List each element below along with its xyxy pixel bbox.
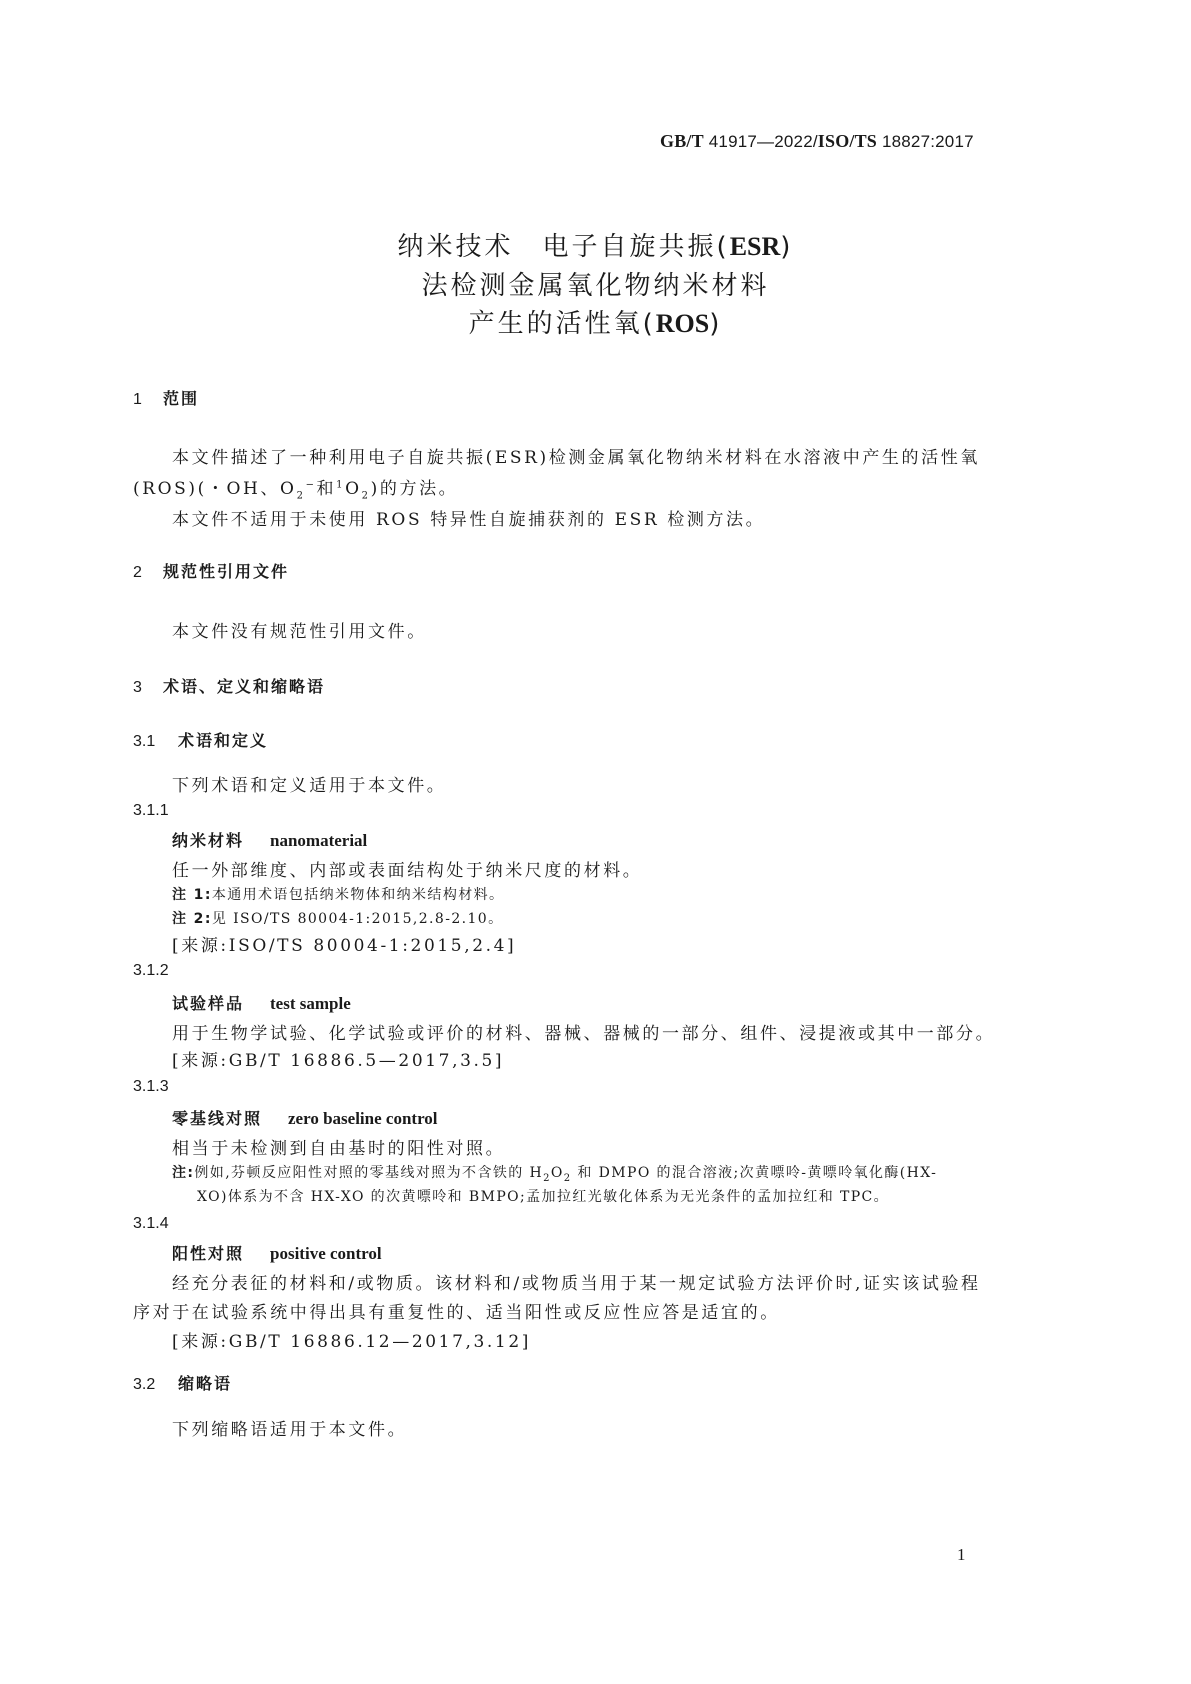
section-2-para-1: 本文件没有规范性引用文件。 [172,622,427,642]
term-3-1-3-number: 3.1.3 [133,1078,169,1095]
term-3-1-3-note-line-1: 注:例如,芬顿反应阳性对照的零基线对照为不含铁的 $H_2O_2$ 和 DMPO 的混合溶液;次黄嘌呤-黄嘌呤氧化酶(HX- [172,1165,938,1184]
std-iso: ISO/TS [817,131,878,151]
document-title-line-2: 法检测金属氧化物纳米材料 [421,271,770,301]
std-prefix: GB/T [660,131,704,151]
term-3-1-1-source: [来源:ISO/TS 80004-1:2015,2.4] [172,936,517,956]
term-3-1-4-definition-line-2: 序对于在试验系统中得出具有重复性的、适当阳性或反应性应答是适宜的。 [133,1303,780,1323]
term-3-1-1-number: 3.1.1 [133,802,169,819]
term-3-1-1-heading: 纳米材料 nanomaterial [172,831,368,850]
document-title-line-3: 产生的活性氧(ROS) [468,309,723,339]
term-3-1-3-heading: 零基线对照 zero baseline control [172,1109,438,1128]
term-3-1-1-note-2: 注 2:见 ISO/TS 80004-1:2015,2.8-2.10。 [172,911,504,927]
std-number: 41917—2022/ [708,132,818,151]
page-number: 1 [957,1545,966,1564]
section-3-2-intro: 下列缩略语适用于本文件。 [172,1420,408,1440]
section-1-para-1-line-2: (ROS)(・OH、$O_2^-$和$^1O_2$)的方法。 [133,479,459,502]
term-3-1-4-number: 3.1.4 [133,1215,169,1232]
term-3-1-2-number: 3.1.2 [133,962,169,979]
section-1-para-1-line-1: 本文件描述了一种利用电子自旋共振(ESR)检测金属氧化物纳米材料在水溶液中产生的活性氧 [172,448,980,468]
term-3-1-4-source: [来源:GB/T 16886.12—2017,3.12] [172,1332,531,1352]
section-3-heading: 3 术语、定义和缩略语 [133,677,326,696]
term-3-1-1-note-1: 注 1:本通用术语包括纳米物体和纳米结构材料。 [172,887,505,903]
term-3-1-2-heading: 试验样品 test sample [172,994,351,1013]
term-3-1-3-definition: 相当于未检测到自由基时的阳性对照。 [172,1139,506,1159]
term-3-1-1-definition: 任一外部维度、内部或表面结构处于纳米尺度的材料。 [172,861,643,881]
section-1-para-2: 本文件不适用于未使用 ROS 特异性自旋捕获剂的 ESR 检测方法。 [172,510,766,530]
section-3-2-heading: 3.2 缩略语 [133,1374,233,1393]
std-iso-number: 18827:2017 [881,132,974,151]
section-3-1-intro: 下列术语和定义适用于本文件。 [172,776,447,796]
document-title-line-1: 纳米技术 电子自旋共振(ESR) [397,232,794,262]
section-3-1-heading: 3.1 术语和定义 [133,731,269,750]
term-3-1-4-definition-line-1: 经充分表征的材料和/或物质。该材料和/或物质当用于某一规定试验方法评价时,证实该试验程 [172,1274,981,1294]
term-3-1-4-heading: 阳性对照 positive control [172,1244,382,1263]
term-3-1-2-source: [来源:GB/T 16886.5—2017,3.5] [172,1051,505,1071]
standard-code [660,131,974,152]
section-1-heading: 1 范围 [133,389,200,408]
term-3-1-3-note-line-2: XO)体系为不含 HX-XO 的次黄嘌呤和 BMPO;孟加拉红光敏化体系为无光条件的孟加拉红和 TPC。 [197,1189,890,1205]
section-2-heading: 2 规范性引用文件 [133,562,290,581]
term-3-1-2-definition: 用于生物学试验、化学试验或评价的材料、器械、器械的一部分、组件、浸提液或其中一部分。 [172,1024,996,1044]
